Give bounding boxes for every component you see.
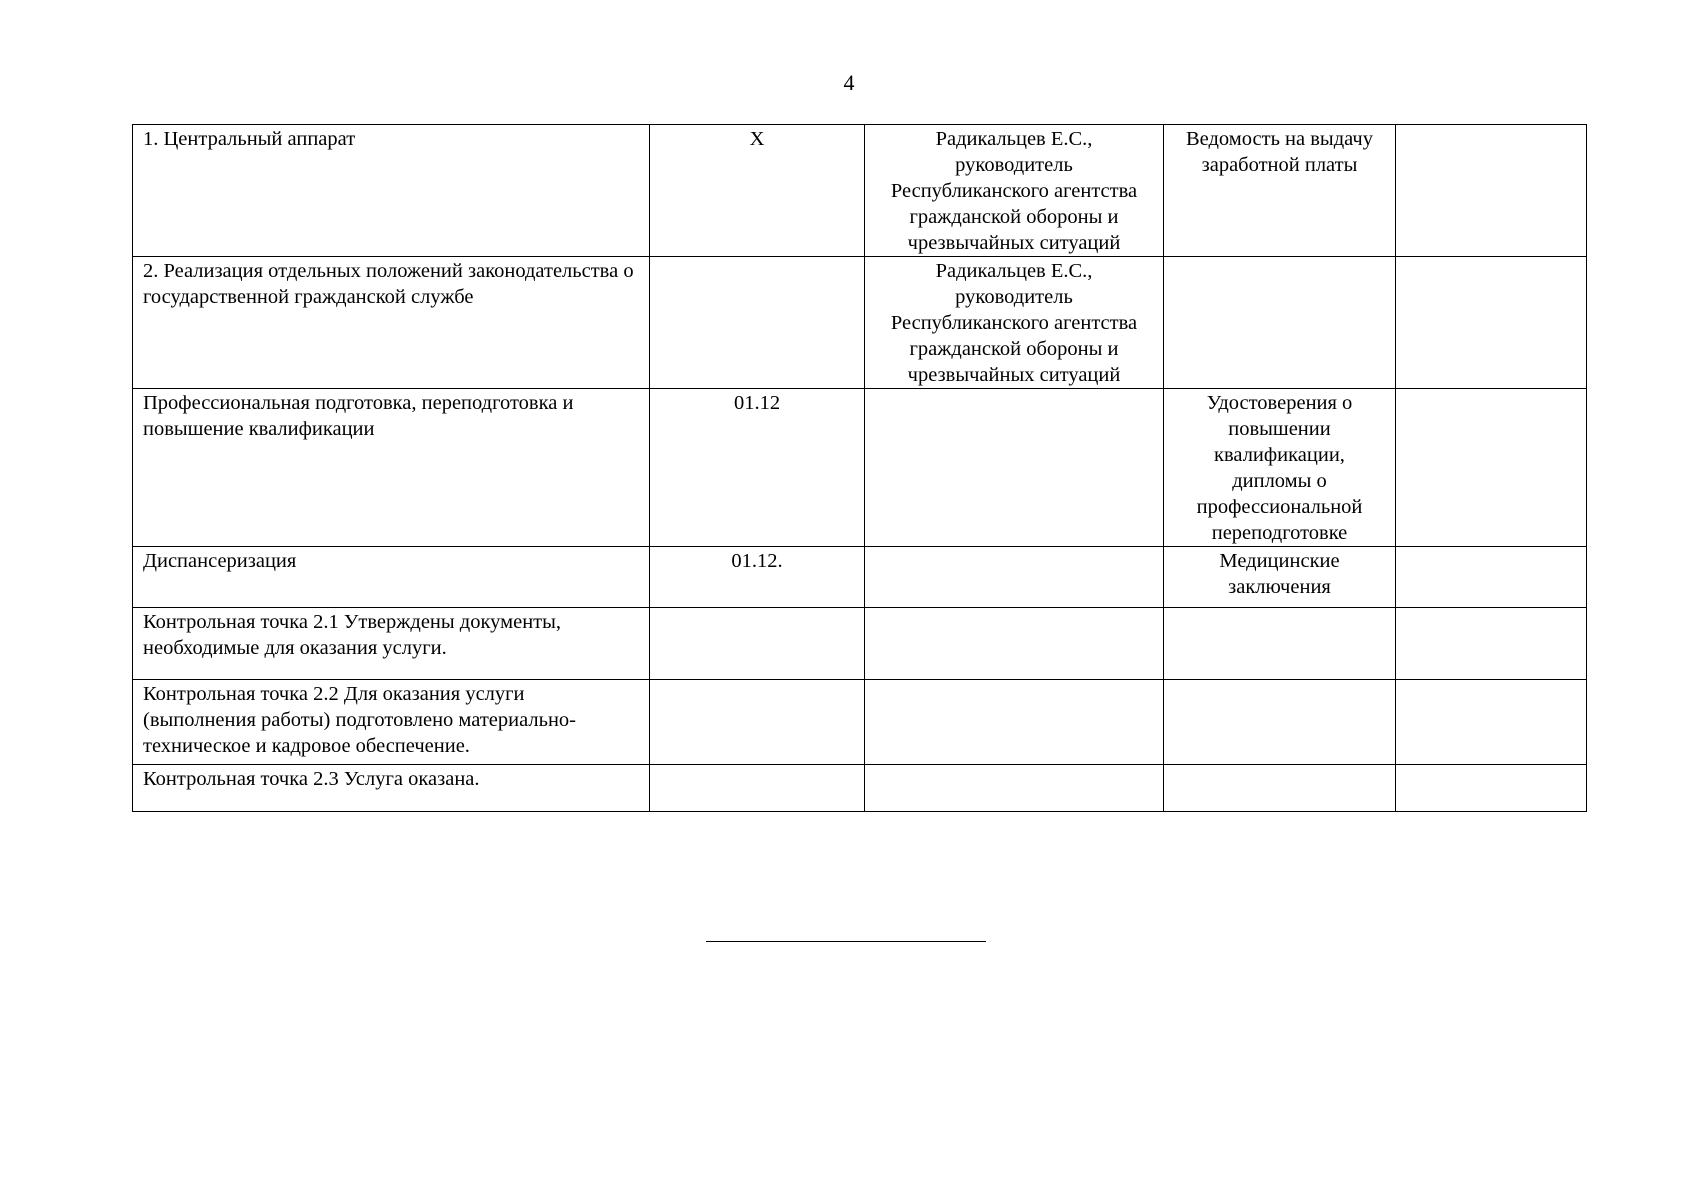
table-row (133, 257, 1587, 389)
document-cell (1164, 680, 1396, 765)
extra-cell (1396, 765, 1587, 812)
activity-cell: Диспансеризация (133, 547, 650, 608)
activity-cell: Контрольная точка 2.2 Для оказания услуги (выполнения работы) подготовлено материально-техническое и кадровое обеспечение. (133, 680, 650, 765)
activity-cell: Контрольная точка 2.3 Услуга оказана. (133, 765, 650, 812)
extra-cell (1396, 608, 1587, 680)
activity-cell: Профессиональная подготовка, переподготовка и повышение квалификации (133, 389, 650, 547)
responsible-cell: Радикальцев Е.С., руководитель Республиканского агентства гражданской обороны и чрезвычайных ситуаций (865, 257, 1164, 389)
table-row (133, 680, 1587, 765)
extra-cell (1396, 680, 1587, 765)
page-number: 4 (843, 70, 855, 95)
code-cell: 01.12 (650, 389, 865, 547)
responsible-cell (865, 547, 1164, 608)
end-of-document-divider (706, 941, 986, 942)
code-cell (650, 680, 865, 765)
code-cell: X (650, 125, 865, 257)
responsible-cell: Радикальцев Е.С., руководитель Республиканского агентства гражданской обороны и чрезвычайных ситуаций (865, 125, 1164, 257)
table-row (133, 125, 1587, 257)
extra-cell (1396, 547, 1587, 608)
table-row (133, 547, 1587, 608)
responsible-cell (865, 389, 1164, 547)
document-cell: Медицинские заключения (1164, 547, 1396, 608)
code-cell: 01.12. (650, 547, 865, 608)
extra-cell (1396, 125, 1587, 257)
document-cell: Удостоверения о повышении квалификации, дипломы о профессиональной переподготовке (1164, 389, 1396, 547)
document-cell (1164, 765, 1396, 812)
responsible-cell (865, 765, 1164, 812)
table-row (133, 765, 1587, 812)
extra-cell (1396, 257, 1587, 389)
code-cell (650, 608, 865, 680)
document-cell (1164, 608, 1396, 680)
extra-cell (1396, 389, 1587, 547)
responsible-cell (865, 608, 1164, 680)
code-cell (650, 765, 865, 812)
plan-table (132, 124, 1587, 812)
activity-cell: Контрольная точка 2.1 Утверждены документы, необходимые для оказания услуги. (133, 608, 650, 680)
activity-cell: 1. Центральный аппарат (133, 125, 650, 257)
table-row (133, 389, 1587, 547)
responsible-cell (865, 680, 1164, 765)
document-cell: Ведомость на выдачу заработной платы (1164, 125, 1396, 257)
table-row (133, 608, 1587, 680)
document-cell (1164, 257, 1396, 389)
activity-cell: 2. Реализация отдельных положений законодательства о государственной гражданской службе (133, 257, 650, 389)
code-cell (650, 257, 865, 389)
